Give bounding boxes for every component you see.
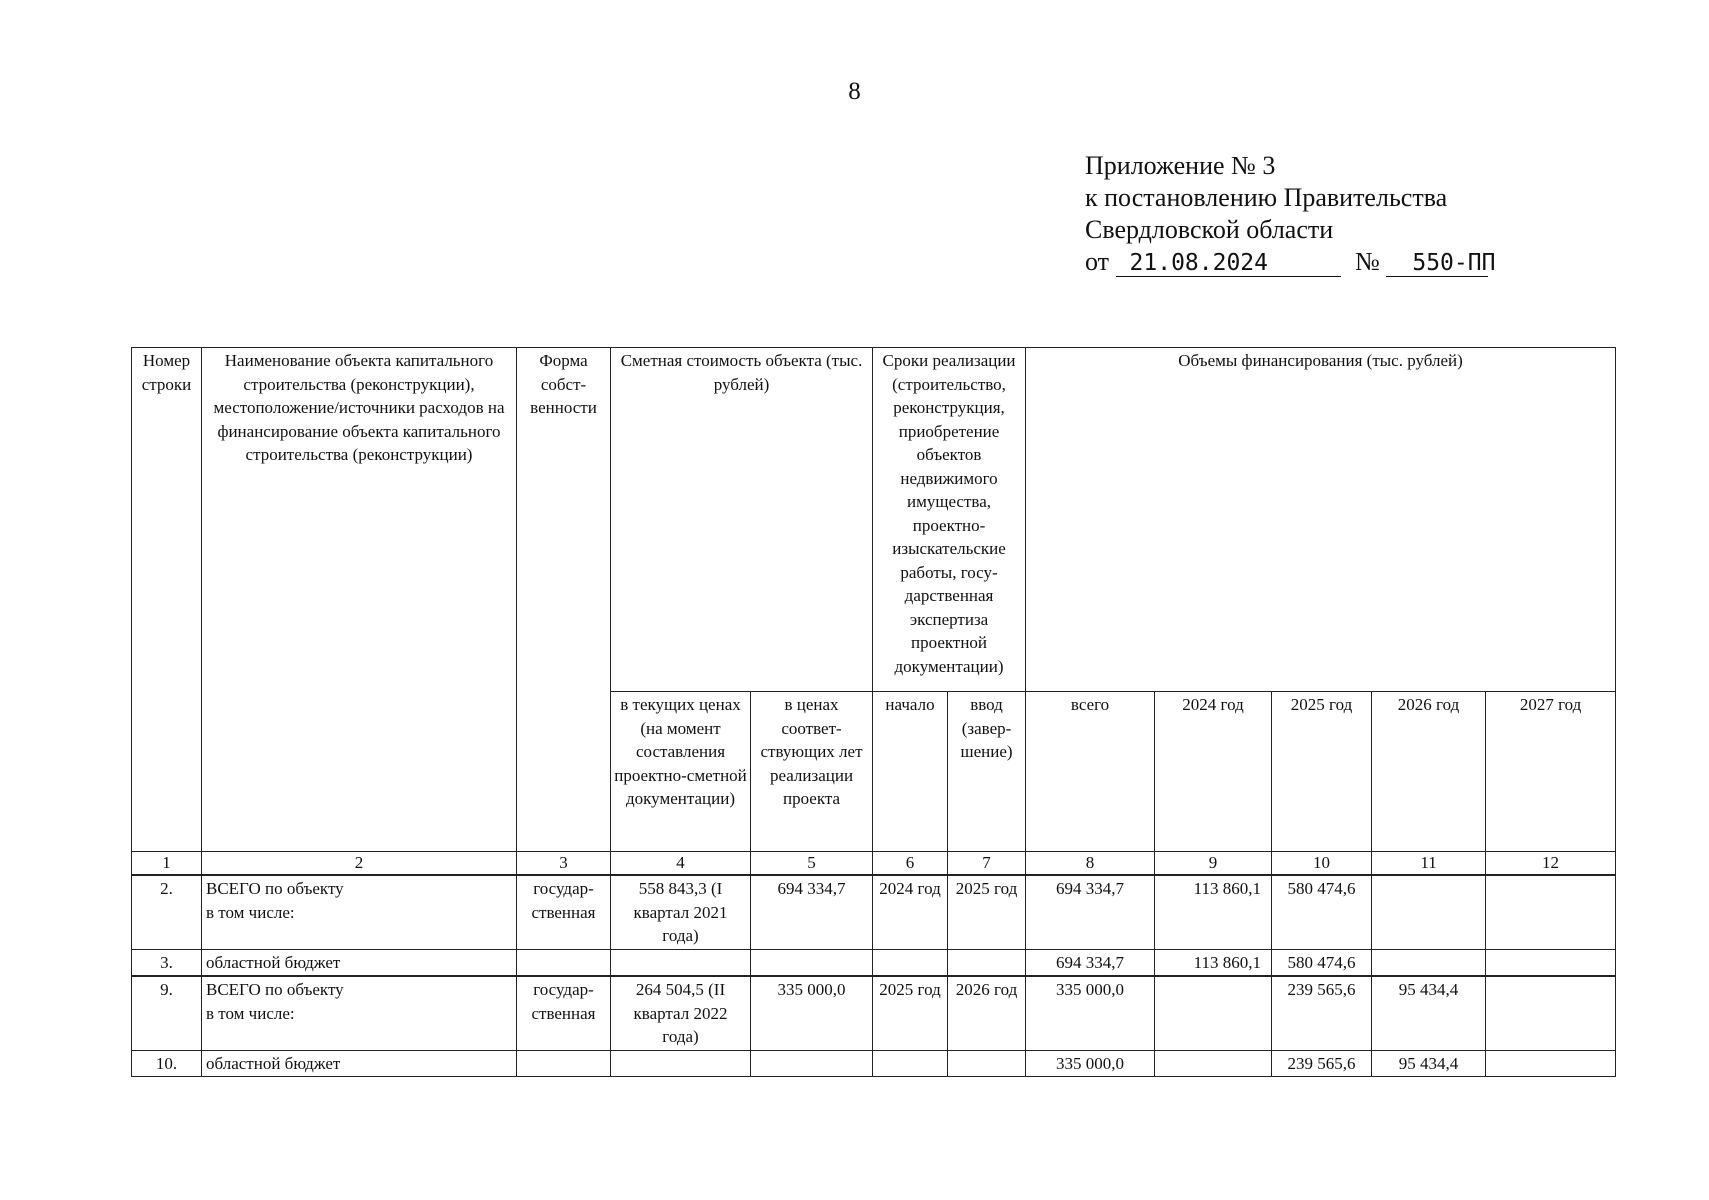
cost-years: [751, 949, 873, 976]
header-cost-years: в ценах соответ-ствующих лет реализации проекта: [751, 692, 873, 852]
amount-2025: 239 565,6: [1272, 1050, 1372, 1077]
amount-2025: 580 474,6: [1272, 875, 1372, 949]
end-year: [948, 949, 1026, 976]
amount-2026: [1372, 875, 1486, 949]
total: 335 000,0: [1026, 1050, 1155, 1077]
column-number: 11: [1372, 852, 1486, 876]
amount-2025: 239 565,6: [1272, 976, 1372, 1050]
column-number: 4: [611, 852, 751, 876]
cost-current: [611, 949, 751, 976]
amount-2026: [1372, 949, 1486, 976]
header-row-number: Номер строки: [132, 348, 202, 852]
amount-2024: [1155, 1050, 1272, 1077]
header-ownership: Форма собст-венности: [517, 348, 611, 852]
amount-2026: 95 434,4: [1372, 1050, 1486, 1077]
amount-2027: [1486, 949, 1616, 976]
financing-table: [131, 347, 1616, 1077]
header-cost-current: в текущих ценах (на момент составления проектно-сметной документации): [611, 692, 751, 852]
header-estimated-cost: Сметная стоимость объекта (тыс. рублей): [611, 348, 873, 692]
from-label: от: [1085, 247, 1110, 276]
amount-2027: [1486, 1050, 1616, 1077]
column-number: 10: [1272, 852, 1372, 876]
ownership: [517, 949, 611, 976]
row-number: 9.: [132, 976, 202, 1050]
object-name: [202, 949, 517, 976]
table-row: [132, 949, 1616, 976]
header-2025: 2025 год: [1272, 692, 1372, 852]
cost-current: [611, 1050, 751, 1077]
object-name-line: в том числе:: [206, 1003, 295, 1023]
appendix-header: [1085, 150, 1496, 278]
amount-2024: 113 860,1: [1155, 875, 1272, 949]
header-completion: ввод (завер-шение): [948, 692, 1026, 852]
column-number: 9: [1155, 852, 1272, 876]
ownership: государ-ственная: [517, 976, 611, 1050]
object-name-line: ВСЕГО по объекту: [206, 980, 344, 999]
column-number: 12: [1486, 852, 1616, 876]
cost-current: 264 504,5 (II квартал 2022 года): [611, 976, 751, 1050]
ownership: [517, 1050, 611, 1077]
amount-2025: 580 474,6: [1272, 949, 1372, 976]
object-name-line: областной бюджет: [206, 1053, 341, 1073]
column-number: 3: [517, 852, 611, 876]
row-number: 2.: [132, 875, 202, 949]
page-number: 8: [848, 78, 861, 105]
end-year: [948, 1050, 1026, 1077]
header-financing: Объемы финансирования (тыс. рублей): [1026, 348, 1616, 692]
column-number: 5: [751, 852, 873, 876]
end-year: 2025 год: [948, 875, 1026, 949]
object-name-line: ВСЕГО по объекту: [206, 879, 344, 898]
resolution-number: 550-ПП: [1386, 250, 1488, 277]
column-number: 1: [132, 852, 202, 876]
start-year: [873, 949, 948, 976]
table-row: [132, 875, 1616, 949]
header-2024: 2024 год: [1155, 692, 1272, 852]
object-name-line: областной бюджет: [206, 952, 341, 972]
appendix-date-line: [1085, 246, 1496, 278]
amount-2026: 95 434,4: [1372, 976, 1486, 1050]
table-row: [132, 976, 1616, 1050]
amount-2027: [1486, 875, 1616, 949]
row-number: 3.: [132, 949, 202, 976]
cost-years: 335 000,0: [751, 976, 873, 1050]
total: 694 334,7: [1026, 875, 1155, 949]
total: 694 334,7: [1026, 949, 1155, 976]
header-implementation-period: Сроки реализации (строительство, реконструкция, приобретение объектов недвижимого имущества, проектно-изыскательские работы, госу-дарственная экспертиза проектной документации): [873, 348, 1026, 692]
appendix-subtitle: к постановлению Правительства: [1085, 183, 1448, 212]
header-2026: 2026 год: [1372, 692, 1486, 852]
start-year: 2024 год: [873, 875, 948, 949]
number-label: №: [1355, 247, 1380, 276]
amount-2027: [1486, 976, 1616, 1050]
appendix-region: Свердловской области: [1085, 215, 1334, 244]
row-number: 10.: [132, 1050, 202, 1077]
column-number: 2: [202, 852, 517, 876]
object-name: [202, 976, 517, 1050]
column-number: 7: [948, 852, 1026, 876]
header-object-name: Наименование объекта капитального строительства (реконструкции), местоположение/источники расходов на финансирование объекта капитального строительства (реконструкции): [202, 348, 517, 852]
column-number: 6: [873, 852, 948, 876]
object-name: [202, 1050, 517, 1077]
cost-years: 694 334,7: [751, 875, 873, 949]
header-start: начало: [873, 692, 948, 852]
header-2027: 2027 год: [1486, 692, 1616, 852]
header-row-1: [132, 348, 1616, 692]
total: 335 000,0: [1026, 976, 1155, 1050]
resolution-date: 21.08.2024: [1116, 250, 1341, 277]
object-name-line: в том числе:: [206, 902, 295, 922]
cost-years: [751, 1050, 873, 1077]
column-number-row: [132, 852, 1616, 876]
column-number: 8: [1026, 852, 1155, 876]
start-year: [873, 1050, 948, 1077]
amount-2024: [1155, 976, 1272, 1050]
ownership: государ-ственная: [517, 875, 611, 949]
object-name: [202, 875, 517, 949]
table-row: [132, 1050, 1616, 1077]
end-year: 2026 год: [948, 976, 1026, 1050]
header-total: всего: [1026, 692, 1155, 852]
start-year: 2025 год: [873, 976, 948, 1050]
appendix-title: Приложение № 3: [1085, 151, 1276, 180]
cost-current: 558 843,3 (I квартал 2021 года): [611, 875, 751, 949]
amount-2024: 113 860,1: [1155, 949, 1272, 976]
